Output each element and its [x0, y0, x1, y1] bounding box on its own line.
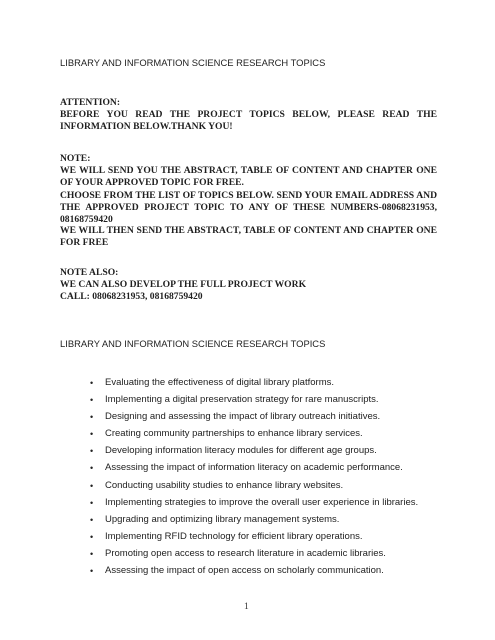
note-line-free: WE WILL SEND YOU THE ABSTRACT, TABLE OF CONTENT AND CHAPTER ONE OF YOUR APPROVED TOPIC FOR FREE.	[60, 165, 437, 189]
topic-text: Designing and assessing the impact of library outreach initiatives.	[105, 411, 381, 423]
note-also-develop: WE CAN ALSO DEVELOP THE FULL PROJECT WORK	[60, 279, 307, 291]
bullet-icon: •	[90, 395, 94, 406]
bullet-icon: •	[90, 429, 94, 440]
topic-text: Assessing the impact of open access on scholarly communication.	[105, 565, 384, 577]
page-number: 1	[244, 602, 249, 612]
list-item	[90, 445, 418, 462]
topic-text: Implementing a digital preservation strategy for rare manuscripts.	[105, 394, 379, 406]
note-also-call: CALL: 08068231953, 08168759420	[60, 291, 203, 303]
topic-text: Upgrading and optimizing library management systems.	[105, 513, 340, 525]
list-item	[90, 411, 418, 428]
list-item	[90, 428, 418, 445]
list-item	[90, 462, 418, 479]
list-item	[90, 377, 418, 394]
bullet-icon: •	[90, 548, 94, 559]
list-item	[90, 548, 418, 565]
attention-body: BEFORE YOU READ THE PROJECT TOPICS BELOW, PLEASE READ THE INFORMATION BELOW.THANK YOU!	[60, 109, 437, 133]
topic-text: Implementing RFID technology for efficient library operations.	[105, 530, 363, 542]
bullet-icon: •	[90, 412, 94, 423]
bullet-icon: •	[90, 566, 94, 577]
attention-section	[60, 97, 437, 134]
bullet-icon: •	[90, 514, 94, 525]
list-item	[90, 514, 418, 531]
topics-list	[90, 377, 418, 582]
topic-text: Conducting usability studies to enhance library websites.	[105, 479, 344, 491]
topic-text: Promoting open access to research literature in academic libraries.	[105, 547, 386, 559]
note-line-choose: CHOOSE FROM THE LIST OF TOPICS BELOW. SEND YOUR EMAIL ADDRESS AND THE APPROVED PROJECT TOPIC TO ANY OF THESE NUMBERS-08068231953, 08168759420	[60, 189, 437, 226]
list-item	[90, 497, 418, 514]
bullet-icon: •	[90, 378, 94, 388]
document-title: LIBRARY AND INFORMATION SCIENCE RESEARCH TOPICS	[60, 57, 326, 68]
bullet-icon: •	[90, 480, 94, 491]
note-section	[60, 153, 437, 226]
bullet-icon: •	[90, 531, 94, 542]
list-item	[90, 531, 418, 548]
note-also-heading: NOTE ALSO:	[60, 267, 119, 278]
topic-text: Creating community partnerships to enhance library services.	[105, 428, 363, 440]
note-heading: NOTE:	[60, 153, 91, 164]
list-item	[90, 480, 418, 497]
bullet-icon: •	[90, 446, 94, 457]
topic-text: Assessing the impact of information literacy on academic performance.	[105, 462, 403, 474]
topic-text: Implementing strategies to improve the overall user experience in libraries.	[105, 496, 419, 508]
topic-text: Evaluating the effectiveness of digital library platforms.	[105, 377, 334, 388]
note-also-section	[60, 267, 437, 304]
list-item	[90, 565, 418, 582]
then-send-paragraph: WE WILL THEN SEND THE ABSTRACT, TABLE OF CONTENT AND CHAPTER ONE FOR FREE	[60, 225, 437, 249]
topics-list-title: LIBRARY AND INFORMATION SCIENCE RESEARCH TOPICS	[60, 338, 326, 349]
bullet-icon: •	[90, 497, 94, 508]
topic-text: Developing information literacy modules for different age groups.	[105, 445, 377, 457]
attention-heading: ATTENTION:	[60, 97, 121, 108]
list-item	[90, 394, 418, 411]
bullet-icon: •	[90, 463, 94, 474]
